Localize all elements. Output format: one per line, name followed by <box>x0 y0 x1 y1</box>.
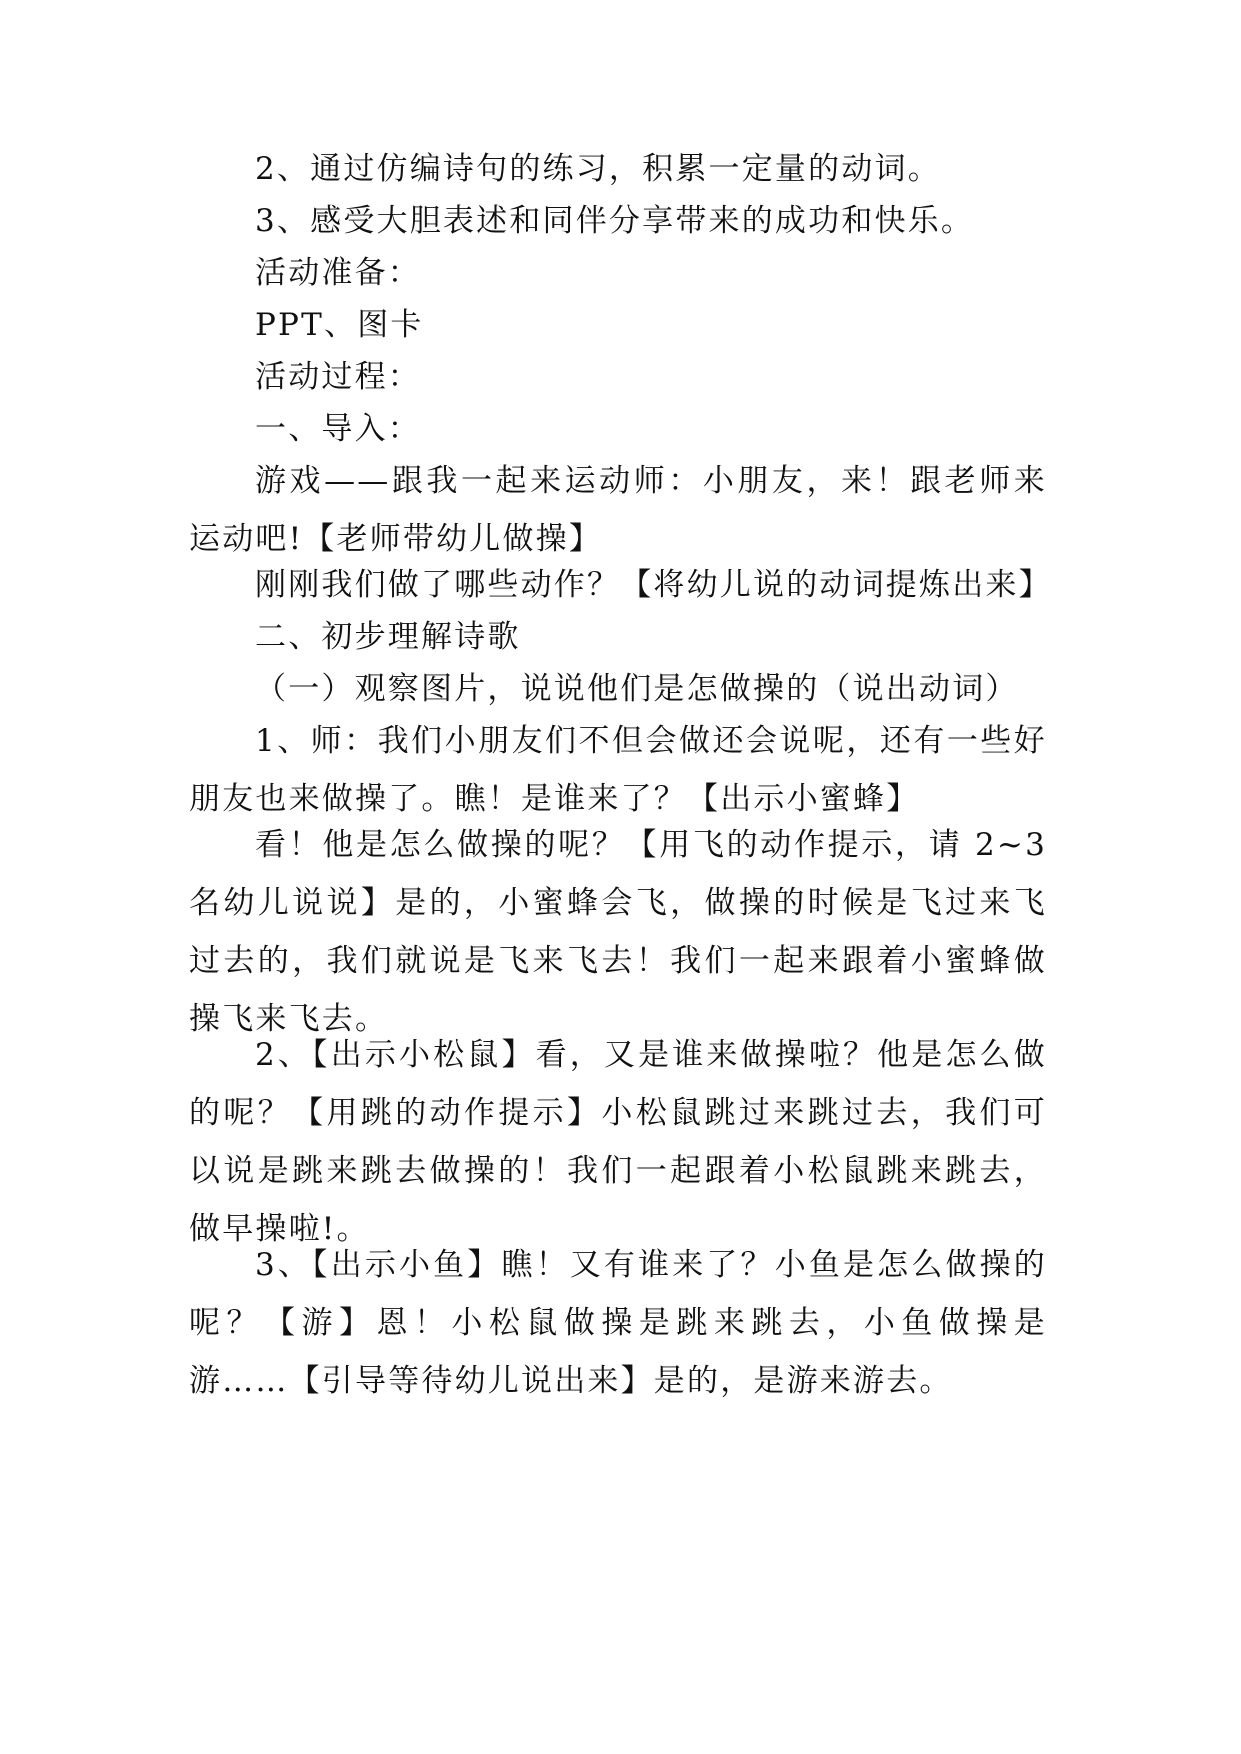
intro-question-paragraph: 刚刚我们做了哪些动作？【将幼儿说的动词提炼出来】 <box>255 567 1052 603</box>
process-heading: 活动过程： <box>255 359 421 395</box>
objective-3: 3、感受大胆表述和同伴分享带来的成功和快乐。 <box>255 203 975 239</box>
section-two-heading: 二、初步理解诗歌 <box>255 619 521 655</box>
section-intro-heading: 一、导入： <box>255 411 421 447</box>
bee-intro-paragraph: 1、师：我们小朋友们不但会做还会说呢，还有一些好朋友也来做操了。瞧！是谁来了？【出示小蜜蜂】 <box>189 723 1047 817</box>
objective-2: 2、通过仿编诗句的练习，积累一定量的动词。 <box>255 151 941 187</box>
intro-game-paragraph: 游戏——跟我一起来运动师：小朋友，来！跟老师来运动吧!【老师带幼儿做操】 <box>189 463 1047 557</box>
bee-action-paragraph: 看！他是怎么做操的呢？【用飞的动作提示，请 2~3 名幼儿说说】是的，小蜜蜂会飞，做操的时候是飞过来飞过去的，我们就说是飞来飞去！我们一起来跟着小蜜蜂做操飞来飞去。 <box>189 827 1047 1037</box>
preparation-heading: 活动准备： <box>255 255 421 291</box>
subsection-one-heading: （一）观察图片，说说他们是怎做操的（说出动词） <box>255 671 1019 707</box>
preparation-materials: PPT、图卡 <box>255 307 424 343</box>
fish-paragraph: 3、【出示小鱼】瞧！又有谁来了？小鱼是怎么做操的呢？【游】恩！小松鼠做操是跳来跳去，小鱼做操是游……【引导等待幼儿说出来】是的，是游来游去。 <box>189 1247 1047 1399</box>
squirrel-paragraph: 2、【出示小松鼠】看，又是谁来做操啦？他是怎么做的呢？【用跳的动作提示】小松鼠跳过来跳过去，我们可以说是跳来跳去做操的！我们一起跟着小松鼠跳来跳去，做早操啦!。 <box>189 1037 1047 1247</box>
